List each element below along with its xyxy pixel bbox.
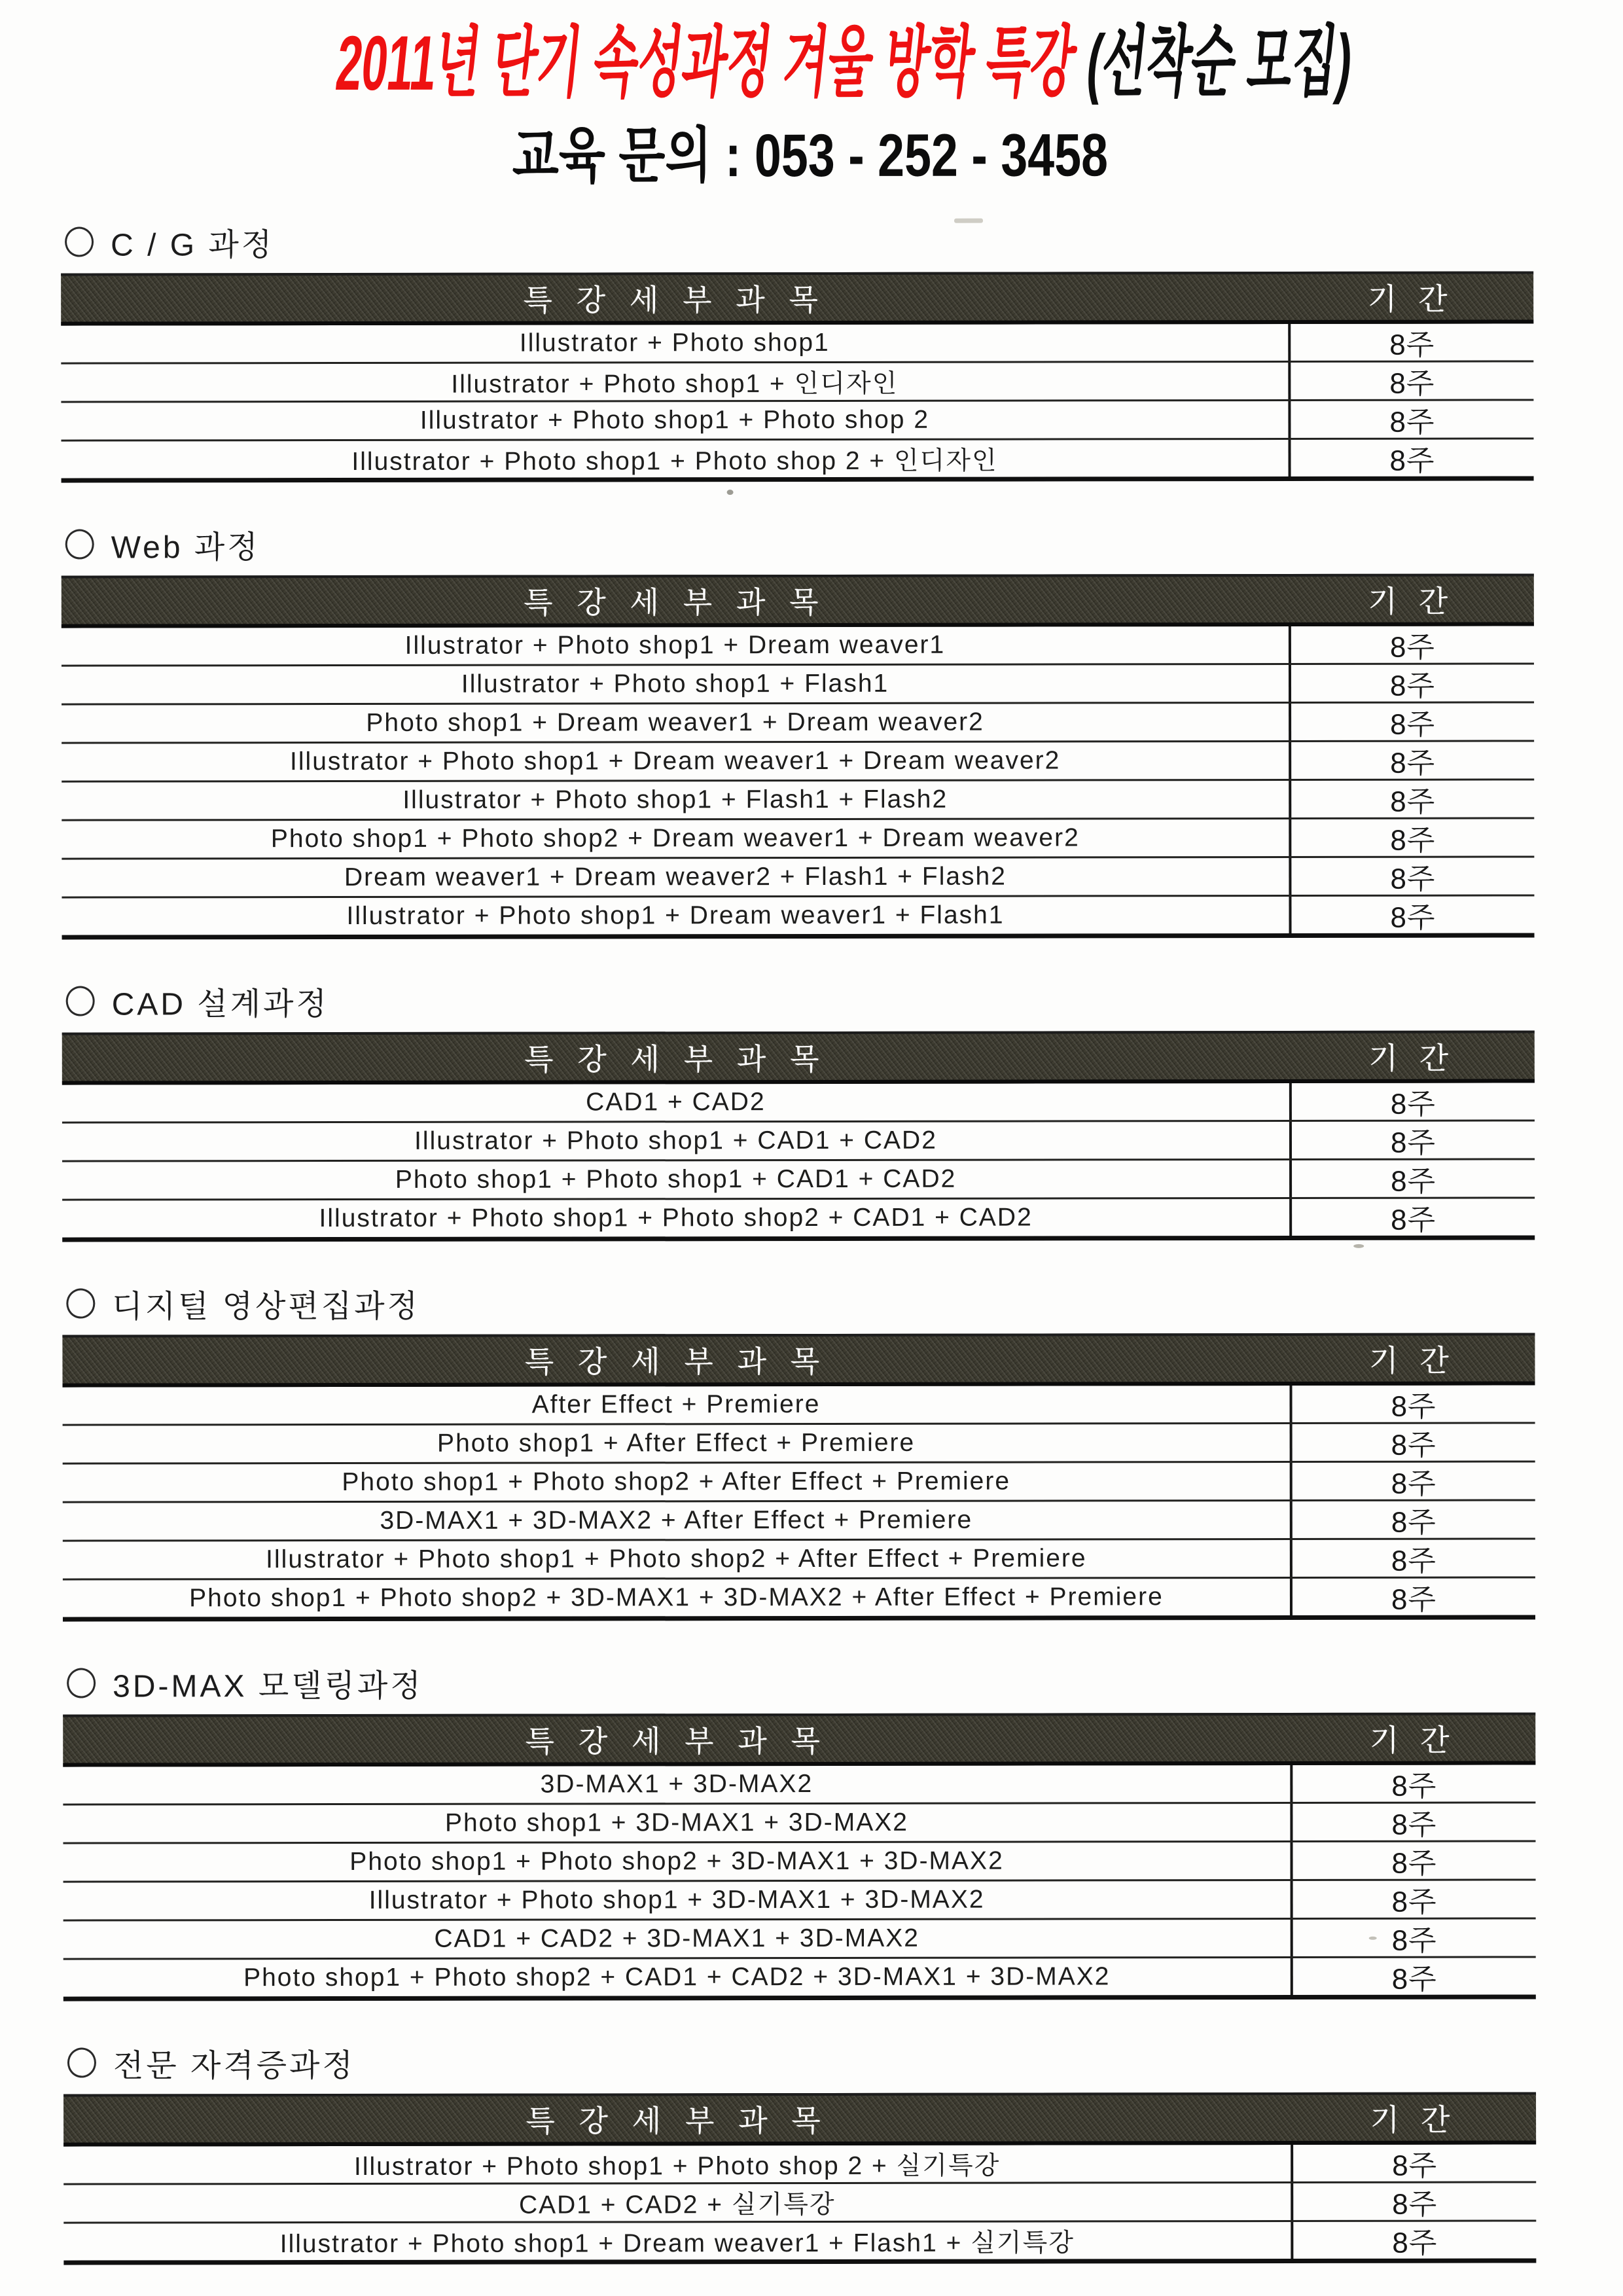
subject-cell: 3D-MAX1 + 3D-MAX2 + After Effect + Premiere bbox=[380, 1505, 973, 1535]
table-header-row bbox=[62, 1333, 1535, 1388]
subject-cell: CAD1 + CAD2 + 실기특강 bbox=[518, 2191, 836, 2219]
table-row bbox=[62, 626, 1534, 665]
course-table bbox=[63, 2092, 1536, 2265]
document-title bbox=[0, 0, 1622, 107]
table-body bbox=[62, 1083, 1535, 1242]
duration-cell: 8주 bbox=[1289, 1160, 1535, 1198]
table-header-row bbox=[61, 272, 1533, 326]
table-body bbox=[63, 1765, 1535, 2001]
subject-cell: Illustrator + Photo shop1 bbox=[519, 329, 830, 357]
document-title-text bbox=[332, 19, 1357, 107]
circle-bullet-icon bbox=[67, 2048, 96, 2078]
column-header-subject: 특 강 세 부 과 목 bbox=[524, 1042, 827, 1077]
table-row bbox=[63, 2220, 1536, 2261]
subject-cell: Photo shop1 + Photo shop1 + CAD1 + CAD2 bbox=[395, 1164, 957, 1194]
subject-cell: Illustrator + Photo shop1 + Dream weaver1 + Flash1 + 실기특강 bbox=[279, 2229, 1075, 2259]
duration-cell: 8주 bbox=[1291, 1881, 1536, 1918]
subject-cell: Illustrator + Photo shop1 + Photo shop 2 + 인디자인 bbox=[351, 446, 998, 476]
section-heading-label: C / G 과정 bbox=[111, 227, 275, 263]
duration-cell: 8주 bbox=[1291, 2145, 1536, 2182]
course-table bbox=[63, 1713, 1536, 2001]
table-body bbox=[63, 1386, 1535, 1622]
table-row bbox=[63, 1422, 1535, 1463]
table-header-row bbox=[62, 574, 1534, 628]
table-row bbox=[62, 1083, 1535, 1122]
subject-cell: Photo shop1 + Dream weaver1 + Dream weaver2 bbox=[366, 708, 984, 738]
table-row bbox=[63, 1956, 1536, 1997]
title-main: 2011년 단기 속성과정 겨울 방학 특강 bbox=[332, 19, 1092, 107]
column-header-duration: 기 간 bbox=[1368, 1041, 1455, 1075]
subject-cell: Photo shop1 + Photo shop2 + Dream weaver1 + Dream weaver2 bbox=[270, 823, 1080, 853]
table-row bbox=[63, 1765, 1535, 1804]
table-row bbox=[62, 1197, 1535, 1238]
circle-bullet-icon bbox=[66, 986, 95, 1016]
subject-cell: Illustrator + Photo shop1 + Flash1 bbox=[461, 669, 889, 698]
section-heading bbox=[65, 222, 1533, 263]
column-header-subject: 특 강 세 부 과 목 bbox=[524, 585, 827, 620]
duration-cell: 8주 bbox=[1291, 1958, 1536, 1996]
table-row bbox=[62, 1158, 1535, 1199]
duration-cell: 8주 bbox=[1289, 1199, 1535, 1236]
course-table bbox=[61, 272, 1533, 483]
table-row bbox=[62, 740, 1534, 781]
duration-cell: 8주 bbox=[1288, 401, 1533, 439]
subject-cell: CAD1 + CAD2 bbox=[586, 1088, 766, 1117]
subject-cell: Illustrator + Photo shop1 + Dream weaver1 + Flash1 bbox=[346, 901, 1005, 931]
table-row bbox=[62, 779, 1534, 819]
table-row bbox=[62, 817, 1534, 858]
subject-cell: Illustrator + Photo shop1 + Flash1 + Flash2 bbox=[402, 785, 948, 815]
circle-bullet-icon bbox=[65, 227, 94, 257]
contact-line: 교육 문의 : 053 - 252 - 3458 bbox=[512, 122, 1109, 190]
column-header-subject: 특 강 세 부 과 목 bbox=[525, 1724, 829, 1759]
table-row bbox=[63, 1802, 1535, 1842]
table-row bbox=[63, 1577, 1535, 1617]
duration-cell: 8주 bbox=[1289, 742, 1534, 780]
table-row bbox=[63, 1499, 1535, 1540]
duration-cell: 8주 bbox=[1290, 1540, 1535, 1577]
duration-cell: 8주 bbox=[1289, 1083, 1535, 1121]
course-table bbox=[62, 574, 1535, 940]
scan-speck bbox=[1369, 1937, 1377, 1940]
section-heading bbox=[66, 981, 1535, 1020]
subject-cell: Dream weaver1 + Dream weaver2 + Flash1 + Flash2 bbox=[344, 862, 1007, 892]
subject-cell: Photo shop1 + Photo shop2 + 3D-MAX1 + 3D-MAX2 bbox=[349, 1846, 1004, 1876]
course-section-3dmax bbox=[63, 1663, 1536, 2001]
duration-cell: 8주 bbox=[1291, 2183, 1536, 2221]
table-row bbox=[61, 324, 1533, 363]
subject-cell: Illustrator + Photo shop1 + Dream weaver1 bbox=[404, 630, 946, 660]
table-row bbox=[62, 856, 1534, 897]
subject-cell: Illustrator + Photo shop1 + Dream weaver1 + Dream weaver2 bbox=[290, 746, 1061, 776]
duration-cell: 8주 bbox=[1289, 1122, 1535, 1159]
duration-cell: 8주 bbox=[1290, 1501, 1535, 1539]
subject-cell: Illustrator + Photo shop1 + Photo shop2 + CAD1 + CAD2 bbox=[319, 1203, 1033, 1233]
duration-cell: 8주 bbox=[1290, 1804, 1535, 1841]
table-row bbox=[63, 2145, 1536, 2183]
section-heading-label: 디지털 영상편집과정 bbox=[112, 1289, 421, 1325]
duration-cell: 8주 bbox=[1288, 363, 1533, 400]
duration-cell: 8주 bbox=[1288, 324, 1533, 361]
table-row bbox=[61, 438, 1533, 478]
column-header-duration: 기 간 bbox=[1368, 584, 1455, 619]
contact-block bbox=[0, 106, 1622, 194]
subject-cell: Photo shop1 + 3D-MAX1 + 3D-MAX2 bbox=[444, 1808, 908, 1837]
section-heading bbox=[65, 524, 1534, 563]
duration-cell: 8주 bbox=[1288, 440, 1533, 477]
scan-speck bbox=[954, 219, 983, 223]
title-note: (선착순 모집) bbox=[1082, 18, 1357, 106]
course-section-cad bbox=[62, 981, 1535, 1242]
table-row bbox=[61, 361, 1533, 401]
duration-cell: 8주 bbox=[1290, 1424, 1535, 1462]
section-heading-label: Web 과정 bbox=[111, 529, 260, 565]
table-row bbox=[62, 702, 1534, 742]
duration-cell: 8주 bbox=[1289, 819, 1534, 857]
course-table bbox=[62, 1031, 1535, 1242]
duration-cell: 8주 bbox=[1289, 704, 1534, 741]
course-table bbox=[62, 1333, 1535, 1622]
duration-cell: 8주 bbox=[1289, 626, 1534, 664]
duration-cell: 8주 bbox=[1289, 897, 1534, 934]
table-row bbox=[63, 2181, 1536, 2222]
column-header-subject: 특 강 세 부 과 목 bbox=[524, 1344, 828, 1379]
section-heading-label: 3D-MAX 모델링과정 bbox=[113, 1668, 423, 1704]
course-section-cert bbox=[63, 2043, 1536, 2265]
subject-cell: Illustrator + Photo shop1 + Photo shop2 + After Effect + Premiere bbox=[266, 1544, 1087, 1574]
scan-speck bbox=[1353, 1244, 1364, 1248]
duration-cell: 8주 bbox=[1291, 2222, 1536, 2259]
duration-cell: 8주 bbox=[1290, 1579, 1535, 1616]
table-row bbox=[63, 1538, 1535, 1579]
subject-cell: Illustrator + Photo shop1 + 3D-MAX1 + 3D-MAX2 bbox=[368, 1885, 985, 1915]
duration-cell: 8주 bbox=[1290, 1463, 1535, 1500]
subject-cell: 3D-MAX1 + 3D-MAX2 bbox=[540, 1770, 813, 1799]
column-header-duration: 기 간 bbox=[1370, 2102, 1457, 2137]
course-section-web bbox=[62, 524, 1535, 940]
table-row bbox=[63, 1918, 1536, 1958]
column-header-subject: 특 강 세 부 과 목 bbox=[526, 2104, 829, 2138]
course-section-video bbox=[62, 1283, 1535, 1622]
subject-cell: Illustrator + Photo shop1 + 인디자인 bbox=[451, 369, 899, 399]
table-row bbox=[62, 1120, 1535, 1160]
table-header-row bbox=[63, 2092, 1536, 2147]
column-header-duration: 기 간 bbox=[1367, 281, 1454, 316]
table-row bbox=[62, 663, 1534, 704]
table-row bbox=[62, 895, 1534, 935]
section-heading-label: 전문 자격증과정 bbox=[113, 2048, 355, 2084]
scan-speck bbox=[727, 490, 734, 495]
section-heading bbox=[66, 1283, 1535, 1325]
table-row bbox=[63, 1386, 1535, 1424]
subject-cell: Illustrator + Photo shop1 + Photo shop 2 + 실기특강 bbox=[354, 2151, 1001, 2181]
table-row bbox=[61, 399, 1533, 440]
section-heading bbox=[67, 2043, 1536, 2084]
subject-cell: CAD1 + CAD2 + 3D-MAX1 + 3D-MAX2 bbox=[434, 1924, 919, 1953]
table-row bbox=[63, 1461, 1535, 1501]
table-body bbox=[61, 324, 1533, 483]
circle-bullet-icon bbox=[66, 1289, 95, 1319]
duration-cell: 8주 bbox=[1291, 1920, 1536, 1957]
subject-cell: Photo shop1 + After Effect + Premiere bbox=[437, 1428, 916, 1458]
duration-cell: 8주 bbox=[1290, 1386, 1535, 1423]
subject-cell: Photo shop1 + Photo shop2 + CAD1 + CAD2 + 3D-MAX1 + 3D-MAX2 bbox=[243, 1962, 1111, 1992]
subject-cell: Illustrator + Photo shop1 + Photo shop 2 bbox=[419, 405, 930, 435]
column-header-subject: 특 강 세 부 과 목 bbox=[523, 283, 826, 317]
column-header-duration: 기 간 bbox=[1369, 1343, 1455, 1378]
duration-cell: 8주 bbox=[1289, 858, 1534, 895]
subject-cell: Illustrator + Photo shop1 + CAD1 + CAD2 bbox=[414, 1126, 937, 1156]
table-body bbox=[63, 2145, 1536, 2265]
table-header-row bbox=[63, 1713, 1535, 1767]
duration-cell: 8주 bbox=[1290, 1842, 1535, 1880]
table-row bbox=[63, 1879, 1536, 1920]
section-heading-label: CAD 설계과정 bbox=[111, 986, 329, 1022]
duration-cell: 8주 bbox=[1290, 1765, 1535, 1803]
subject-cell: Photo shop1 + Photo shop2 + After Effect + Premiere bbox=[342, 1467, 1011, 1497]
table-row bbox=[63, 1840, 1535, 1881]
column-header-duration: 기 간 bbox=[1369, 1723, 1456, 1757]
duration-cell: 8주 bbox=[1289, 665, 1534, 702]
subject-cell: Photo shop1 + Photo shop2 + 3D-MAX1 + 3D-MAX2 + After Effect + Premiere bbox=[189, 1583, 1164, 1613]
circle-bullet-icon bbox=[65, 529, 94, 560]
subject-cell: After Effect + Premiere bbox=[531, 1390, 821, 1419]
duration-cell: 8주 bbox=[1289, 781, 1534, 818]
circle-bullet-icon bbox=[67, 1668, 96, 1698]
course-section-cg bbox=[61, 222, 1534, 483]
table-body bbox=[62, 626, 1535, 940]
table-header-row bbox=[62, 1031, 1535, 1085]
section-heading bbox=[67, 1663, 1535, 1702]
